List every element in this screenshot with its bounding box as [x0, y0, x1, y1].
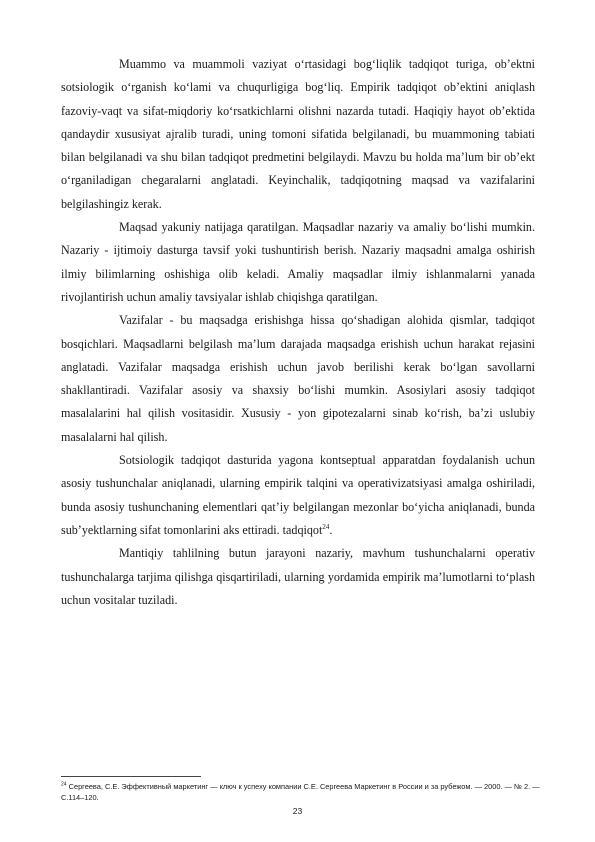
page-number: 23	[292, 806, 303, 816]
footnote	[61, 781, 541, 803]
paragraph-5: Mantiqiy tahlilning butun jarayoni nazariy, mavhum tushunchalarni operativ tushunchalarga tarjima qilishga qisqartiriladi, ularning yordamida empirik ma’lumotlarni to‘plash uchun vositalar tuziladi.	[61, 546, 535, 607]
paragraph-3: Vazifalar - bu maqsadga erishishga hissa qo‘shadigan alohida qismlar, tadqiqot bosqichlari. Maqsadlarni belgilash ma’lum darajada maqsadga erishish uchun harakat rejasini anglatadi. Vazifalar maqsadga erishish uchun javob berilishi kerak bo‘lgan savollarni shakllantiradi. Vazifalar asosiy va shaxsiy bo‘lishi mumkin. Asosiylari asosiy tadqiqot masalalarini hal qilish vositasidir. Xususiy - yon gipotezalarni sinab ko‘rish, ba’zi uslubiy masalalarni hal qilish.	[61, 313, 535, 444]
body-text	[61, 53, 535, 612]
paragraph-4-text: Sotsiologik tadqiqot dasturida yagona kontseptual apparatdan foydalanish uchun asosiy tushunchalar aniqlanadi, ularning empirik talqini va operativizatsiyasi amalga oshiriladi, bunda asosiy tushunchaning elementlari qat’iy belgilangan mezonlar bo‘yicha aniqlanadi, bunda sub’yektlarning sifat tomonlarini aks ettiradi. tadqiqot	[61, 453, 535, 537]
footnote-reference[interactable]: 24	[322, 522, 330, 531]
footnote-number: 24	[61, 781, 67, 788]
footnote-divider	[61, 776, 201, 777]
paragraph-4	[61, 449, 535, 542]
footnote-text: Сергеева, С.Е. Эффективный маркетинг — ключ к успеху компании С.Е. Сергеева Маркетинг в России и за рубежом. — 2000. — № 2. — С.114–120.	[61, 782, 540, 802]
paragraph-2: Maqsad yakuniy natijaga qaratilgan. Maqsadlar nazariy va amaliy bo‘lishi mumkin. Nazariy - ijtimoiy dasturga tavsif yoki tushuntirish berish. Nazariy maqsadni amalga oshirish ilmiy bilimlarning oshishiga olib keladi. Amaliy maqsadlar ilmiy ishlanmalarni yanada rivojlantirish uchun amaliy tavsiyalar ishlab chiqishga qaratilgan.	[61, 220, 535, 304]
paragraph-4-tail: .	[329, 522, 333, 537]
paragraph-1: Muammo va muammoli vaziyat o‘rtasidagi bog‘liqlik tadqiqot turiga, ob’ektni sotsiologik o‘rganish ko‘lami va chuqurligiga bog‘liq. Empirik tadqiqot ob’ektini aniqlash fazoviy-vaqt va sifat-miqdoriy ko‘rsatkichlarni olishni nazarda tutadi. Haqiqiy hayot ob’ektida qandaydir xususiyat ajralib turadi, uning tomoni sifatida belgilanadi, bu muammoning tabiati bilan belgilanadi va shu bilan tadqiqot predmetini belgilaydi. Mavzu bu holda ma’lum bir ob’ekt o‘rganiladigan chegaralarni anglatadi. Keyinchalik, tadqiqotning maqsad va vazifalarini belgilashingiz kerak.	[61, 57, 535, 211]
